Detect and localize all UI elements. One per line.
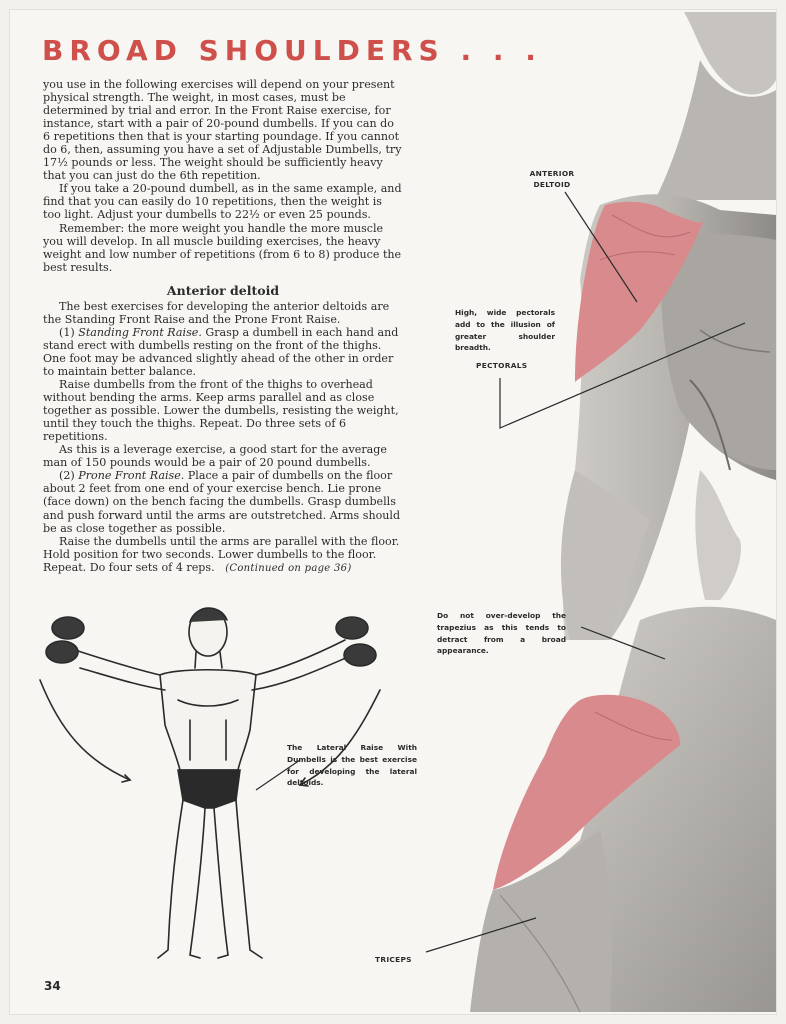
paragraph-text: Raise the dumbells until the arms are parallel with the floor. Hold position for two seconds. Lower dumbells to the floor. Repeat. Do four sets of 4 reps. — [43, 534, 400, 574]
paragraph: Raise dumbells from the front of the thighs to overhead without bending the arms. Keep arms parallel and as close together as possible. Lower the dumbells, resisting the weight, until they touch the thighs. Repeat. Do three sets of 6 repetitions. — [43, 378, 399, 444]
pectorals-label: PECTORALS — [476, 361, 528, 370]
paragraph — [43, 469, 403, 534]
item-number: (2) — [59, 469, 79, 483]
lateral-raise-caption: The Lateral Raise With Dumbells is the best exercise for developing the lateral deltoids. — [287, 743, 417, 788]
page-number: 34 — [44, 979, 61, 993]
paragraph-text: Place a pair of dumbells on the floor about 2 feet from one end of your exercise bench. Lie prone (face down) on the bench facing the dumbells. Grasp dumbells and push forward until the arms are outstretched. Arms should be as close together as possible. — [43, 469, 401, 535]
item-number: (1) — [59, 325, 79, 339]
paragraph — [43, 535, 403, 575]
paragraph-text: Grasp a dumbell in each hand and stand erect with dumbells resting on the front of the thighs. One foot may be advanced slightly ahead of the other in order to maintain better balance. — [43, 325, 399, 378]
trapezius-note: Do not over-develop the trapezius as this tends to detract from a broad appearance. — [437, 611, 566, 656]
section-heading: Anterior deltoid — [166, 282, 280, 298]
exercise-name: Prone Front Raise. — [78, 469, 185, 483]
anterior-deltoid-label: ANTERIOR DELTOID — [529, 169, 575, 189]
paragraph: As this is a leverage exercise, a good start for the average man of 150 pounds would be a pair of 20 pound dumbells. — [43, 443, 387, 470]
upper-torso-drawing — [470, 12, 776, 1012]
triceps-label: TRICEPS — [375, 955, 412, 964]
paragraph: The best exercises for developing the anterior deltoids are the Standing Front Raise and the Prone Front Raise. — [43, 299, 390, 326]
article-body — [43, 78, 403, 575]
paragraph — [43, 326, 403, 378]
paragraph: Remember: the more weight you handle the more muscle you will develop. In all muscle building exercises, the heavy weight and low number of repetitions (from 6 to 8) produce the best results. — [43, 221, 402, 274]
continued-note: (Continued on page 36) — [225, 562, 352, 574]
paragraph: If you take a 20-pound dumbell, as in the same example, and find that you can easily do 10 repetitions, then the weight is too light. Adjust your dumbells to 22½ or even 25 pounds. — [43, 182, 402, 222]
paragraph: you use in the following exercises will depend on your present physical strength. The weight, in most cases, must be determined by trial and error. In the Front Raise exercise, for instance, start with a pair of 20-pound dumbells. If you can do 6 repetitions then that is your starting poundage. If you cannot do 6, then, assuming you have a set of Adjustable Dumbells, try 17½ pounds or less. The weight should be sufficiently heavy that you can just do the 6th repetition. — [43, 78, 402, 183]
exercise-name: Standing Front Raise. — [78, 325, 202, 339]
page-title: BROAD SHOULDERS . . . — [42, 34, 542, 67]
pectorals-note: High, wide pectorals add to the illusion of greater shoulder breadth. — [455, 308, 555, 353]
